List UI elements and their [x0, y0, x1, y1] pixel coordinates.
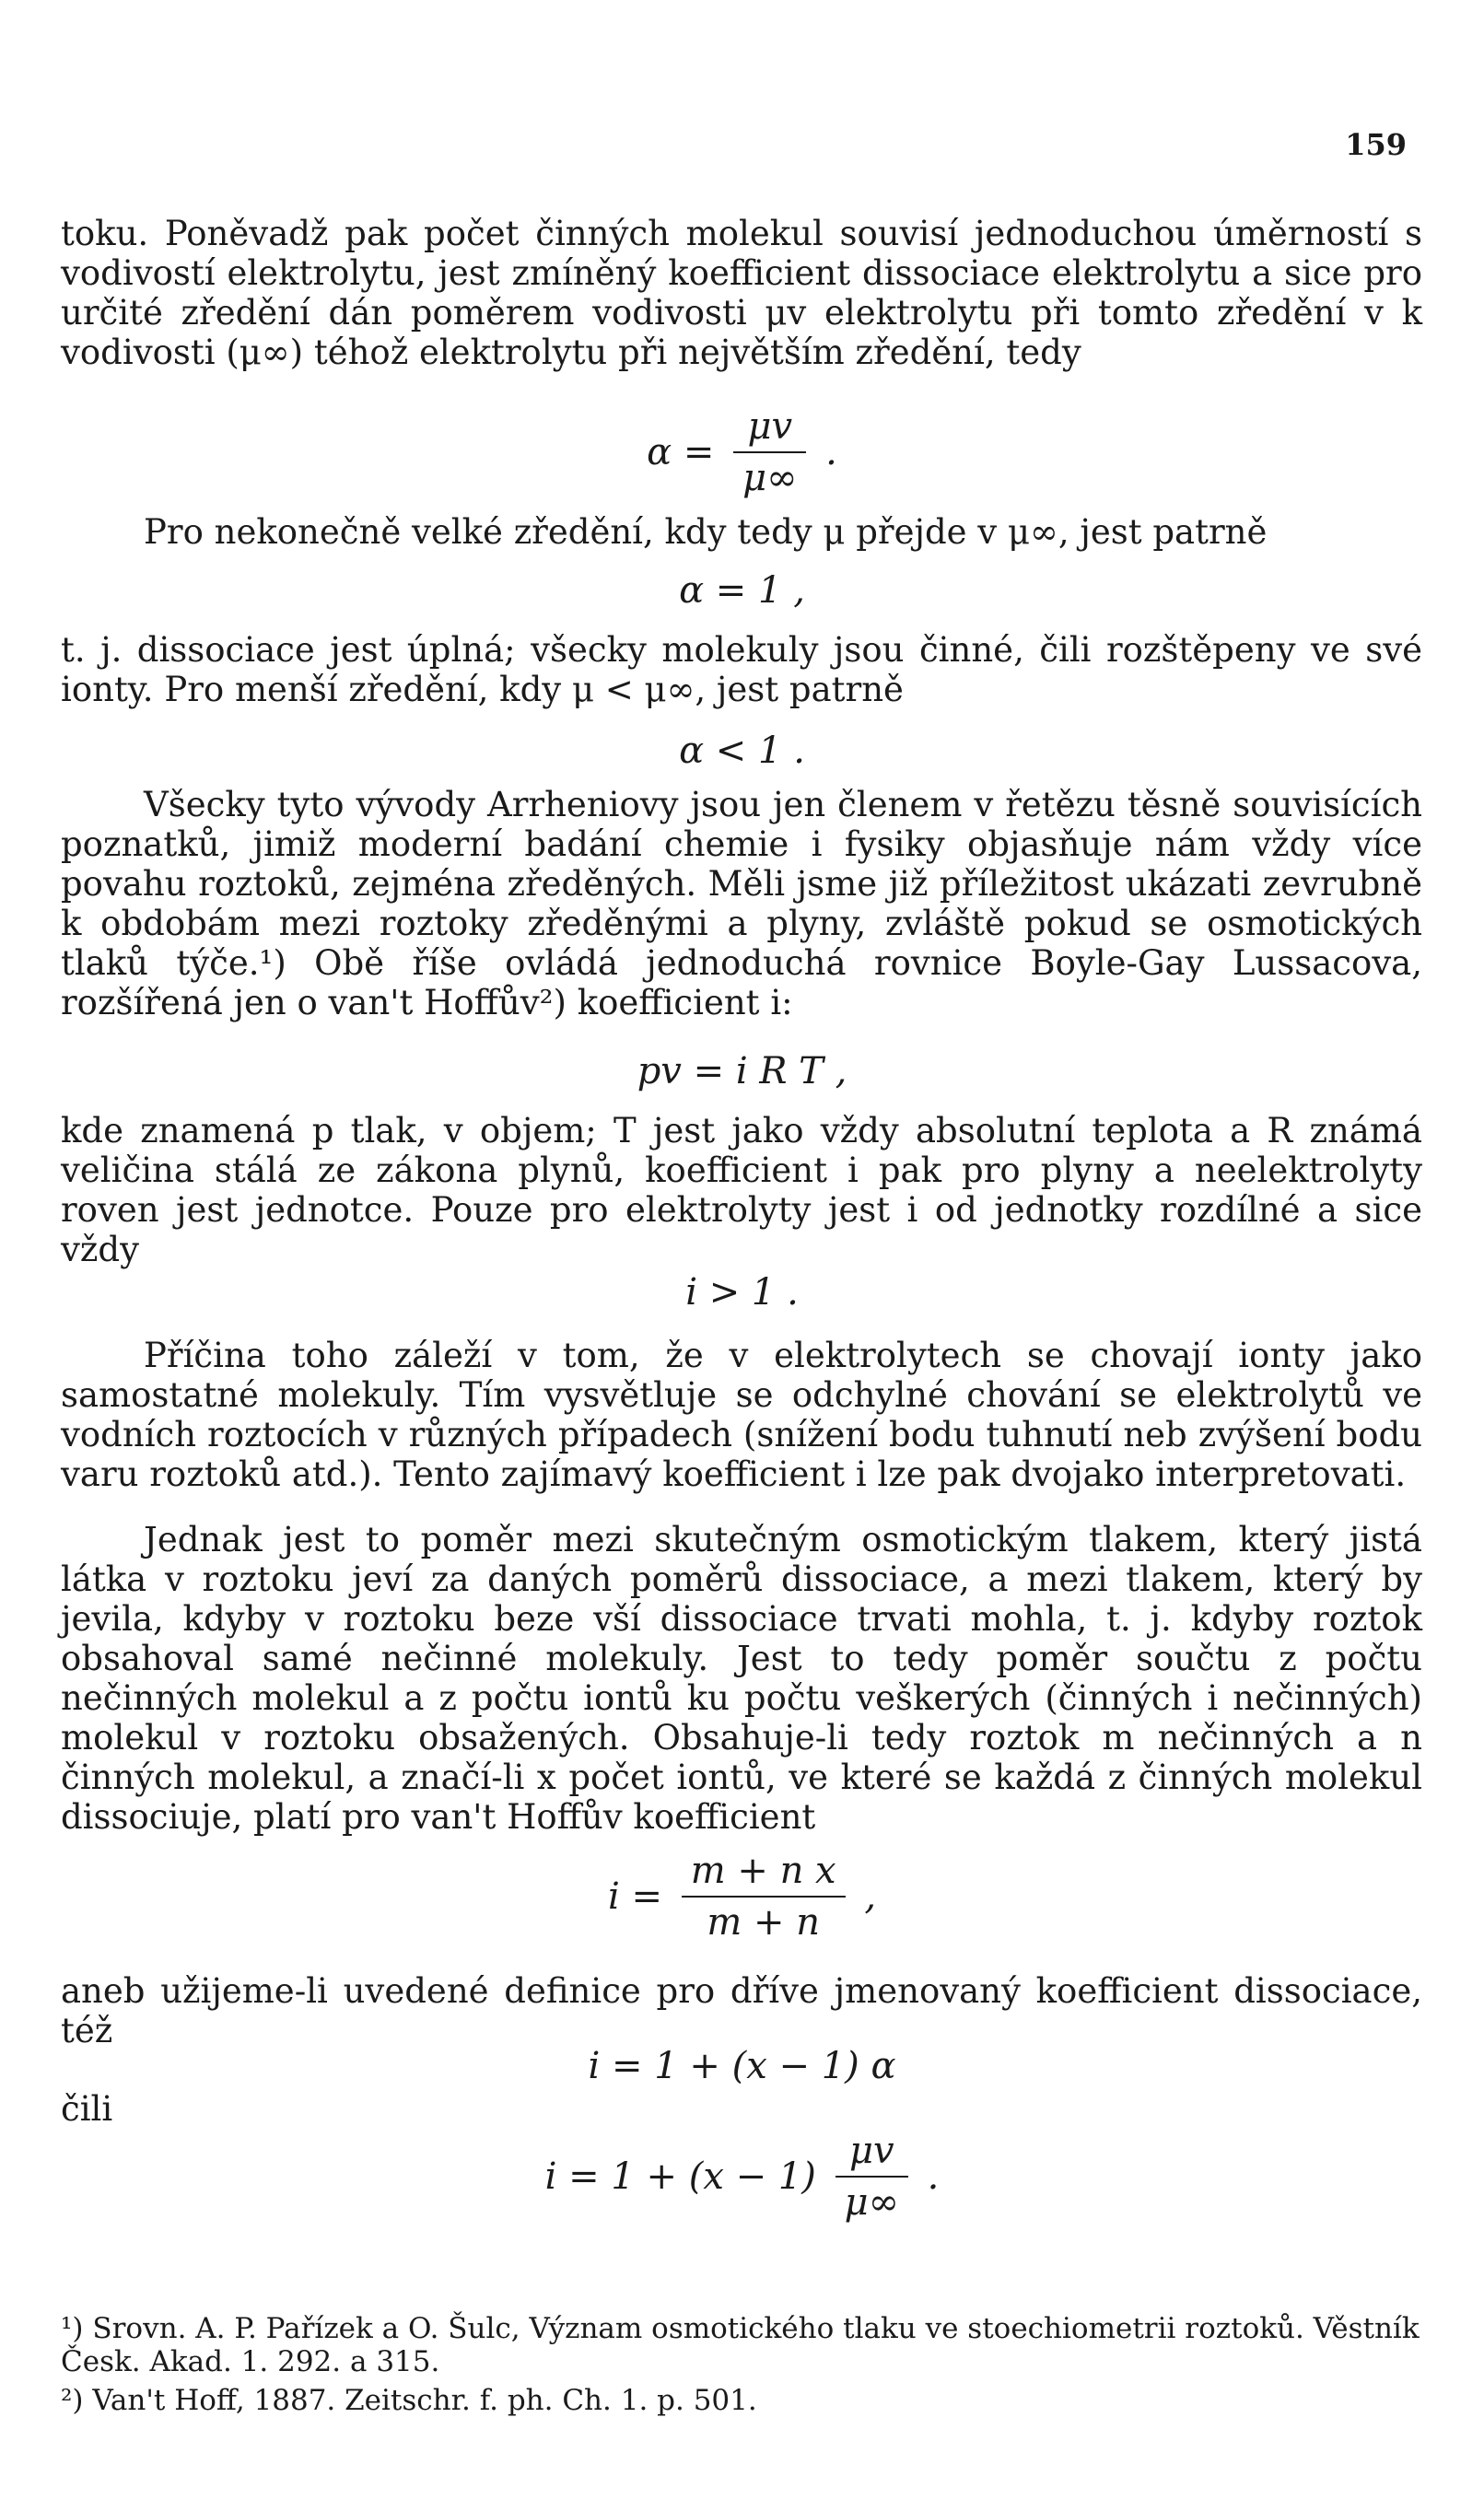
paragraph-5 — [61, 1111, 1422, 1269]
equation-i-alpha: i = 1 + (x − 1) α — [588, 2045, 896, 2087]
equation-gas-law: pv = i R T , — [637, 1050, 847, 1092]
paragraph-text: Všecky tyto vývody Arrheniovy jsou jen členem v řetězu těsně souvisících poznatků, jimiž moderní badání chemie i fysiky objasňuje nám vždy více povahu roztoků, zejména zředěných. Měli jsme již příležitost ukázati zevrubně k obdobám mezi roztoky zředěnými a plyny, zvláště pokud se osmotických tlaků týče.¹) Obě říše ovládá jednoduchá rovnice Boyle-Gay Lussacova, rozšířená jen o van't Hoffův²) koefficient i: — [61, 785, 1422, 1022]
equation-vant-hoff — [0, 1850, 1484, 1944]
paragraph-1 — [61, 214, 1422, 372]
equation-lhs: α = — [647, 431, 715, 473]
paragraph-text: kde znamená p tlak, v objem; T jest jako vždy absolutní teplota a R známá veličina stálá ze zákona plynů, koefficient i pak pro plyny a neelektrolyty roven jest jednotce. Pouze pro elektrolyty jest i od jednotky rozdílné a sice vždy — [61, 1111, 1422, 1269]
equation-alpha-ratio — [0, 405, 1484, 499]
paragraph-text: toku. Poněvadž pak počet činných molekul souvisí jednoduchou úměrností s vodivostí elektrolytu, jest zmíněný koefficient dissociace elektrolytu a sice pro určité zředění dán poměrem vodivosti μv elektrolytu při tomto zředění v k vodivosti (μ∞) téhož elektrolytu při největším zředění, tedy — [61, 214, 1422, 372]
fraction-denominator: μ∞ — [844, 2181, 899, 2224]
equation-fraction — [682, 1850, 846, 1944]
fraction-denominator: μ∞ — [742, 457, 798, 499]
fraction-numerator: μv — [835, 2130, 908, 2178]
page-number: 159 — [1345, 127, 1407, 162]
paragraph-6 — [61, 1336, 1422, 1494]
equation-i-greater: i > 1 . — [685, 1271, 799, 1314]
paragraph-text: aneb užijeme-li uvedené definice pro dříve jmenovaný koefficient dissociace, též — [61, 1971, 1422, 2050]
fraction-numerator: m + n x — [682, 1850, 846, 1898]
equation-tail: . — [927, 2155, 940, 2198]
equation-tail: , — [864, 1875, 877, 1918]
paragraph-4 — [61, 785, 1422, 1022]
paragraph-text: t. j. dissociace jest úplná; všecky molekuly jsou činné, čili rozštěpeny ve své ionty. Pro menší zředění, kdy μ < μ∞, jest patrně — [61, 630, 1422, 709]
paragraph-3 — [61, 630, 1422, 709]
equation-lhs: i = 1 + (x − 1) — [544, 2155, 816, 2198]
equation-alpha-one: α = 1 , — [679, 569, 805, 612]
fraction-numerator: μv — [733, 405, 806, 453]
fraction-denominator: m + n — [707, 1901, 820, 1944]
paragraph-8 — [61, 1971, 1422, 2050]
equation-tail: . — [825, 431, 837, 473]
equation-i-mu — [0, 2130, 1484, 2224]
equation-alpha-less: α < 1 . — [679, 730, 805, 772]
paragraph-text: Příčina toho záleží v tom, že v elektrolytech se chovají ionty jako samostatné molekuly. Tím vysvětluje se odchylné chování se elektrolytů ve vodních roztocích v různých případech (snížení bodu tuhnutí neb zvýšení bodu varu roztoků atd.). Tento zajímavý koefficient i lze pak dvojako interpretovati. — [61, 1336, 1422, 1494]
footnote-1: ¹) Srovn. A. P. Pařízek a O. Šulc, Význam osmotického tlaku ve stoechiometrii roztoků. Věstník Česk. Akad. 1. 292. a 315. — [61, 2312, 1420, 2378]
paragraph-2 — [61, 512, 1422, 552]
paragraph-7 — [61, 1520, 1422, 1837]
paragraph-text: Jednak jest to poměr mezi skutečným osmotickým tlakem, který jistá látka v roztoku jeví za daných poměrů dissociace, a mezi tlakem, který by jevila, kdyby v roztoku beze vší dissociace trvati mohla, t. j. kdyby roztok obsahoval samé nečinné molekuly. Jest to tedy poměr součtu z počtu nečinných molekul a z počtu iontů ku počtu veškerých (činných i nečinných) molekul v roztoku obsažených. Obsahuje-li tedy roztok m nečinných a n činných molekul, a značí-li x počet iontů, ve které se každá z činných molekul dissociuje, platí pro van't Hoffův koefficient — [61, 1520, 1422, 1837]
paragraph-9 — [61, 2089, 1422, 2129]
paragraph-text: čili — [61, 2089, 113, 2129]
equation-fraction — [733, 405, 806, 499]
equation-lhs: i = — [607, 1875, 662, 1918]
footnote-2: ²) Van't Hoff, 1887. Zeitschr. f. ph. Ch. 1. p. 501. — [61, 2384, 757, 2417]
paragraph-text: Pro nekonečně velké zředění, kdy tedy μ přejde v μ∞, jest patrně — [144, 512, 1268, 552]
equation-fraction — [835, 2130, 908, 2224]
